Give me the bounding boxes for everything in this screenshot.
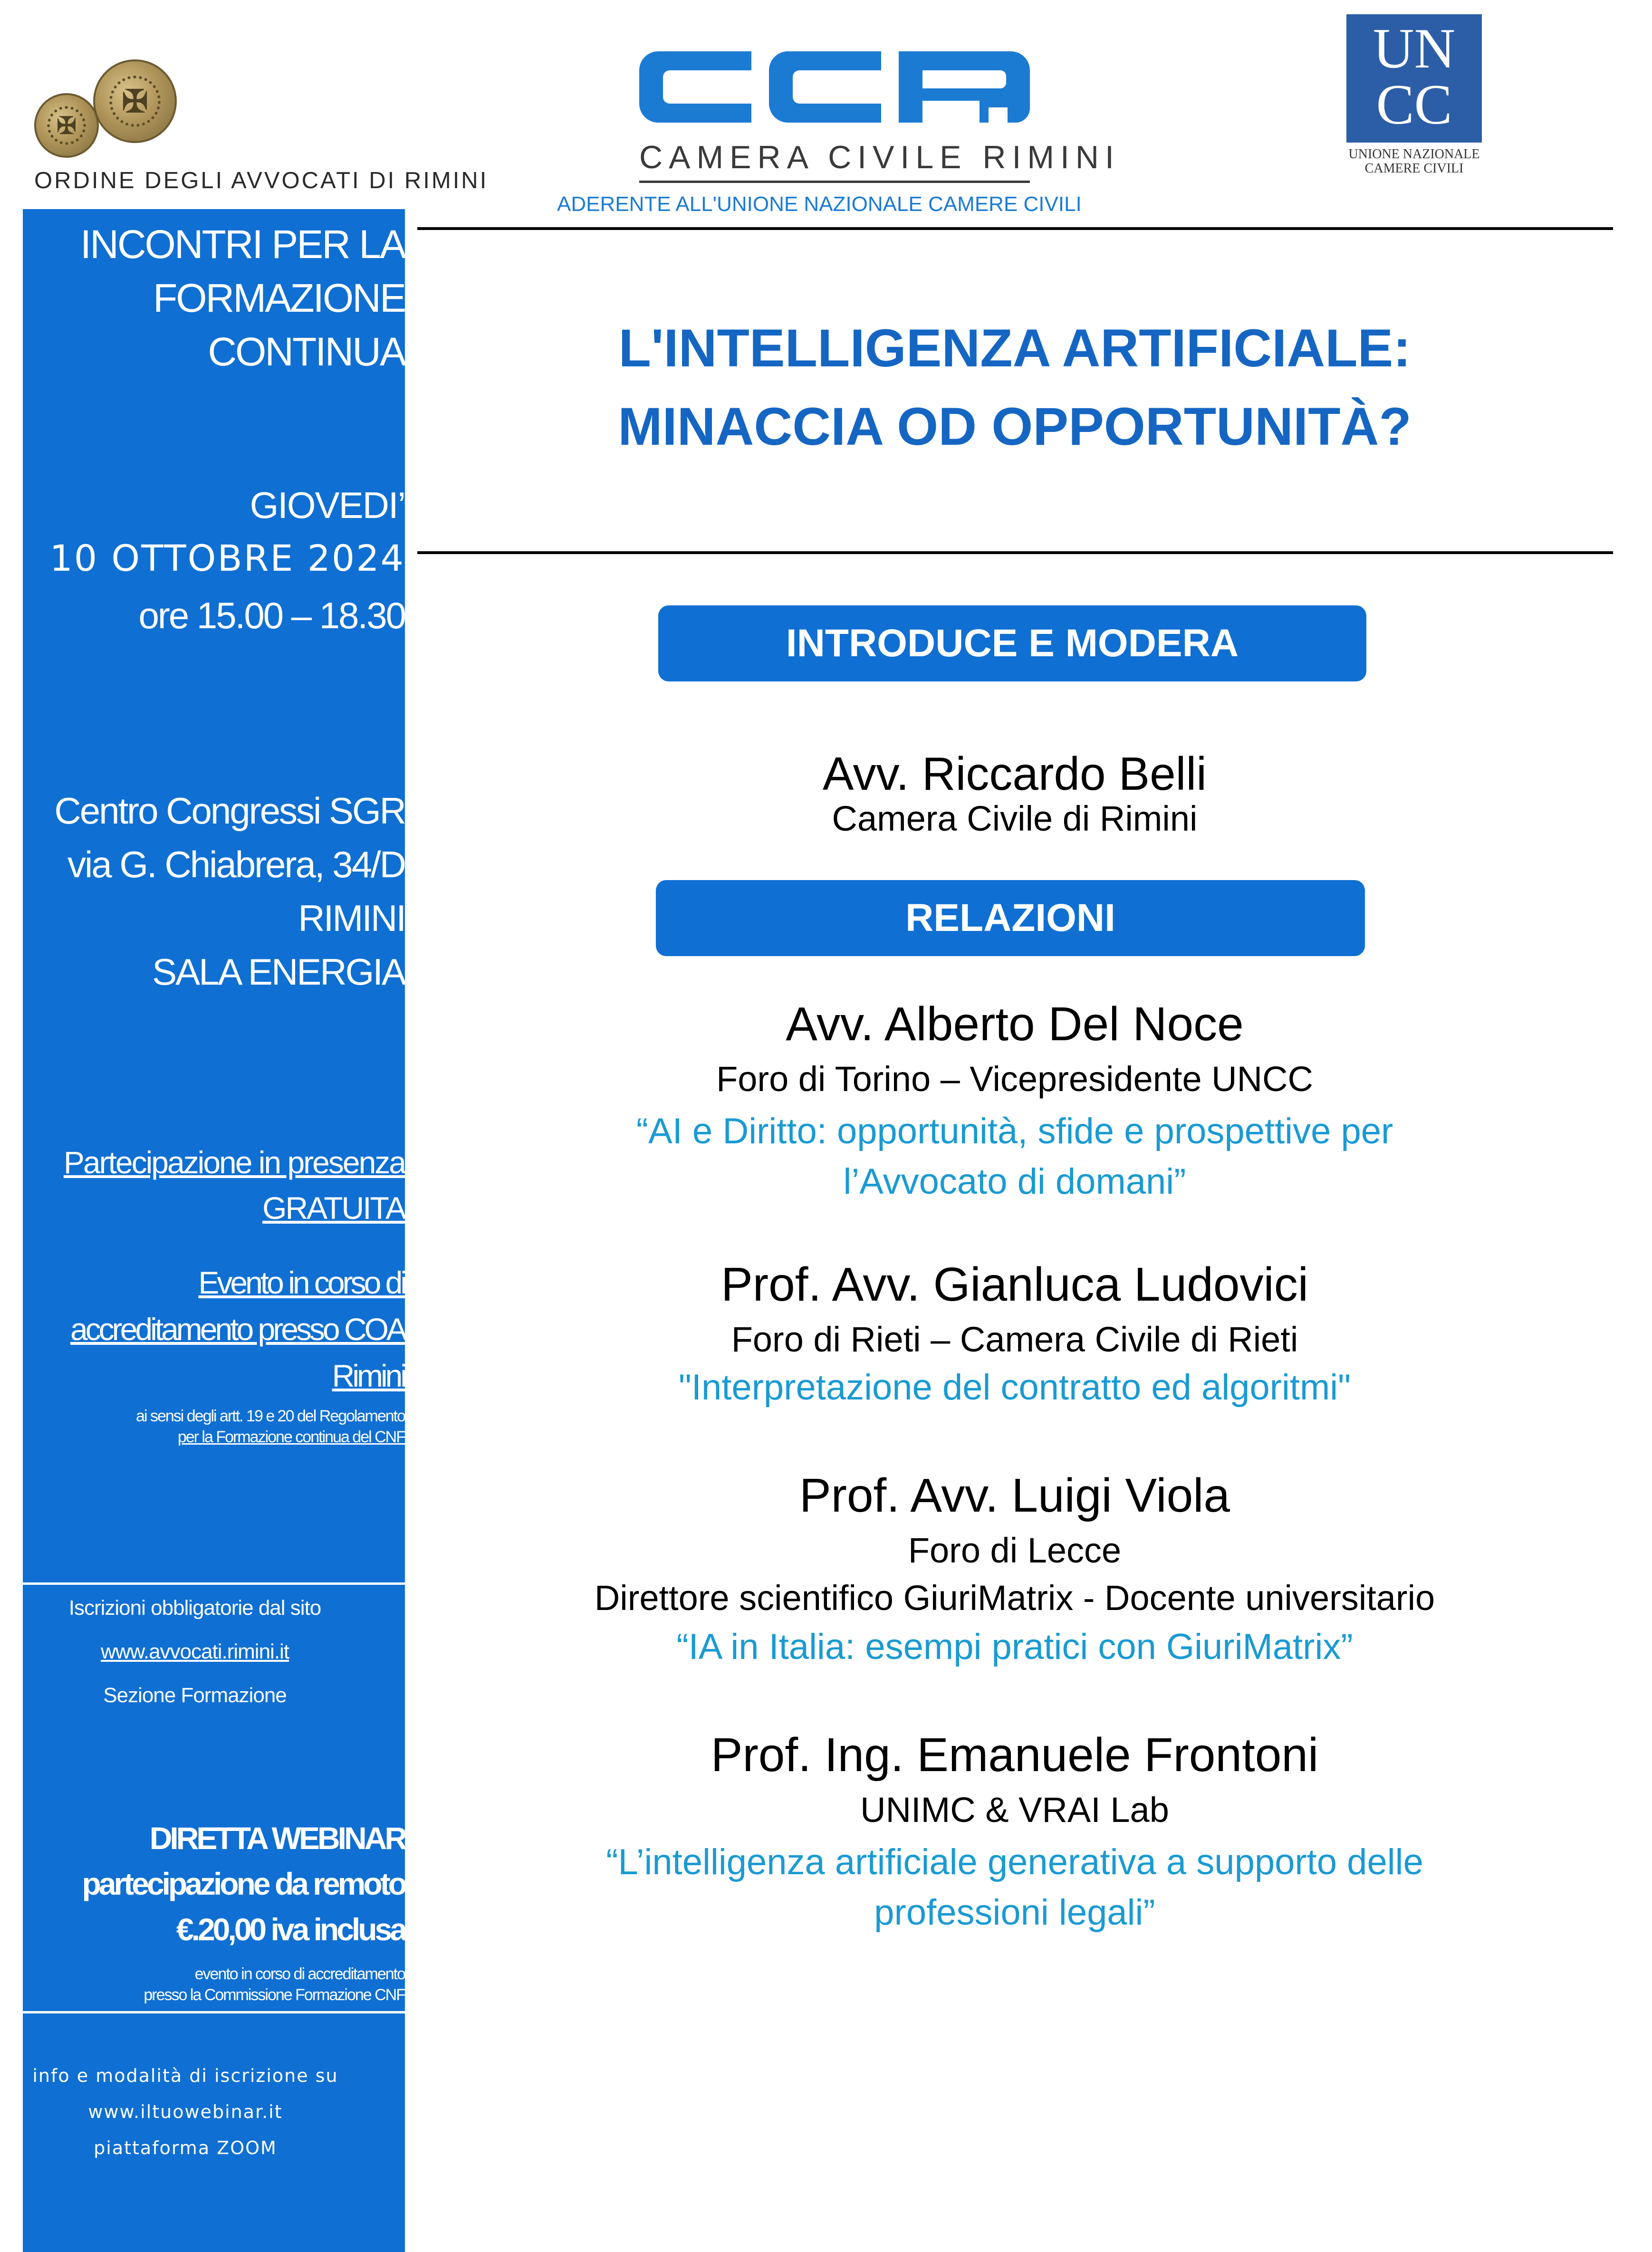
speaker-3-role: Foro di Lecce (908, 1531, 1122, 1570)
iltuowebinar-link[interactable]: www.iltuowebinar.it (88, 2101, 283, 2122)
sidebar-divider-2 (23, 2011, 405, 2013)
speaker-3-name: Prof. Avv. Luigi Viola (799, 1469, 1230, 1522)
uncc-logo-bottom: CC (1376, 73, 1452, 136)
ordine-avvocati-label: ORDINE DEGLI AVVOCATI DI RIMINI (34, 168, 489, 193)
avvocati-site-link[interactable]: www.avvocati.rimini.it (100, 1640, 289, 1663)
webinar-info: info e modalità di iscrizione su www.iltuowebinar.it piattaforma ZOOM (23, 2058, 405, 2166)
webinar-note: evento in corso di accreditamento presso la Commissione Formazione CNF (144, 1965, 405, 2004)
moderator-banner: INTRODUCE E MODERA (658, 605, 1366, 681)
event-title: L'INTELLIGENZA ARTIFICIALE: MINACCIA OD OPPORTUNITÀ? (618, 318, 1412, 456)
event-time: ore 15.00 – 18.30 (138, 594, 405, 636)
iscrizioni-label: Iscrizioni obbligatorie dal sito (68, 1596, 321, 1620)
event-day: GIOVEDI’ (250, 484, 405, 526)
speaker-2-role: Foro di Rieti – Camera Civile di Rieti (731, 1320, 1298, 1359)
webinar-block: DIRETTA WEBINAR partecipazione da remoto €.20,00 iva inclusa (82, 1821, 405, 1947)
speaker-4-name: Prof. Ing. Emanuele Frontoni (711, 1728, 1319, 1782)
coin-logo-right: ✠ (93, 59, 177, 143)
top-rule (417, 227, 1613, 230)
speaker-3-talk: “IA in Italia: esempi pratici con GiuriMatrix” (676, 1627, 1353, 1667)
presence-participation: Partecipazione in presenza GRATUITA (63, 1145, 405, 1226)
uncc-caption: UNIONE NAZIONALE CAMERE CIVILI (1348, 147, 1480, 176)
event-venue: Centro Congressi SGR via G. Chiabrera, 34/D RIMINI SALA ENERGIA (54, 790, 405, 993)
sidebar-heading: INCONTRI PER LA FORMAZIONE CONTINUA (80, 222, 405, 374)
relazioni-banner: RELAZIONI (656, 880, 1365, 956)
ccr-subtitle: CAMERA CIVILE RIMINI (639, 139, 1120, 175)
speaker-3-role-2: Direttore scientifico GiuriMatrix - Docente universitario (594, 1578, 1435, 1618)
speaker-2-talk: "Interpretazione del contratto ed algoritmi" (678, 1367, 1351, 1408)
sidebar-divider-1 (23, 1582, 405, 1585)
ccr-aderente: ADERENTE ALL'UNIONE NAZIONALE CAMERE CIVILI (557, 192, 1082, 216)
moderator-name: Avv. Riccardo Belli (823, 747, 1207, 800)
event-date: 10 OTTOBRE 2024 (49, 537, 405, 579)
uncc-logo-top: UN (1373, 17, 1456, 80)
accreditation-note: Evento in corso di accreditamento presso COA Rimini (70, 1265, 405, 1393)
regolamento-note: ai sensi degli artt. 19 e 20 del Regolamento per la Formazione continua del CNF (136, 1407, 405, 1446)
speaker-1-name: Avv. Alberto Del Noce (786, 997, 1244, 1051)
iscrizioni-block (23, 1586, 405, 1717)
speaker-1-talk: “AI e Diritto: opportunità, sfide e prospettive per l’Avvocato di domani” (636, 1111, 1393, 1202)
sezione-formazione: Sezione Formazione (103, 1684, 287, 1707)
speaker-2-name: Prof. Avv. Gianluca Ludovici (721, 1258, 1308, 1311)
ccr-underline (639, 181, 1030, 183)
title-bottom-rule (417, 551, 1613, 554)
speaker-1-role: Foro di Torino – Vicepresidente UNCC (716, 1059, 1313, 1099)
moderator-org: Camera Civile di Rimini (832, 799, 1198, 838)
speaker-4-talk: “L’intelligenza artificiale generativa a supporto delle professioni legali” (606, 1842, 1423, 1933)
speaker-4-role: UNIMC & VRAI Lab (860, 1790, 1169, 1830)
coin-logo-left: ✠ (34, 93, 99, 158)
uncc-logo (1346, 14, 1482, 143)
